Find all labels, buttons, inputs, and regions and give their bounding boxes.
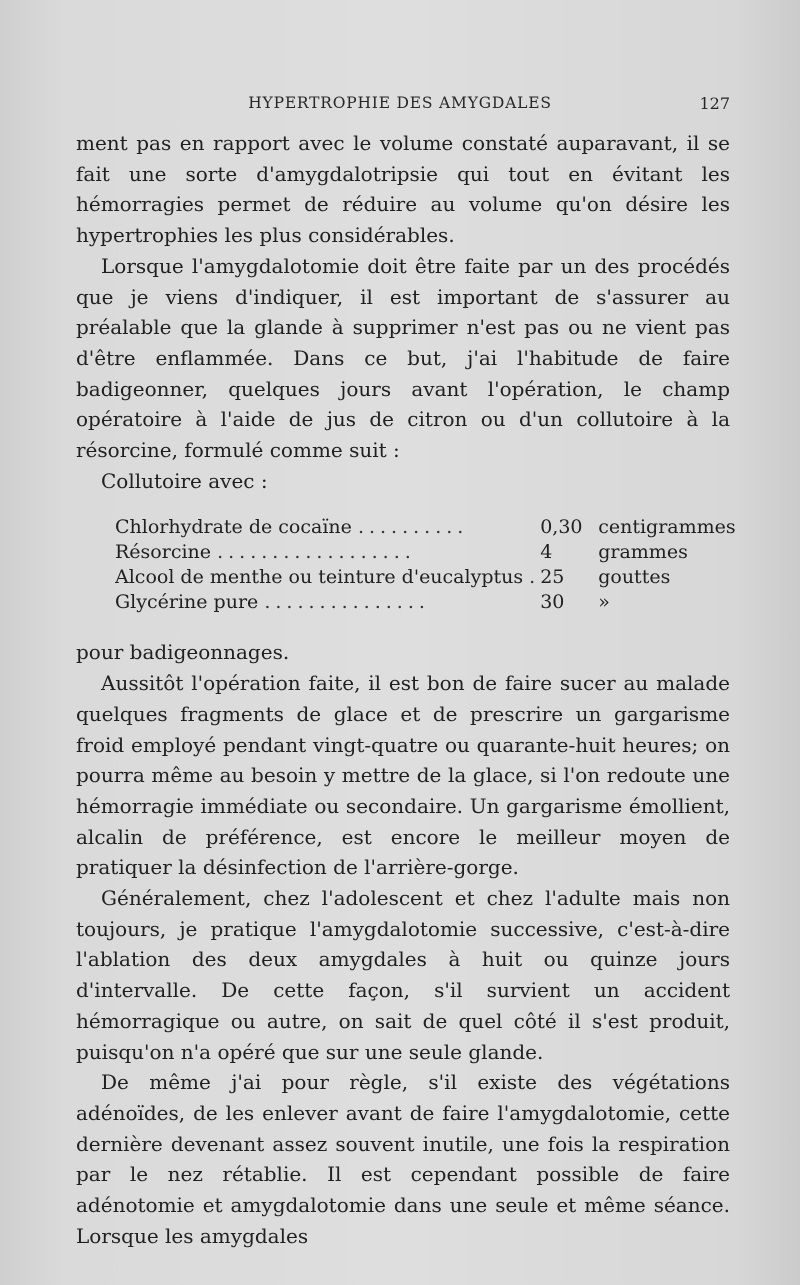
formula-row [115,515,736,540]
paragraph-preparation: Lorsque l'amygdalotomie doit être faite par un des procédés que je viens d'indiquer, il est important de s'assurer au préalable que la glande à supprimer n'est pas ou ne vient pas d'être enflammée. Dans ce but, j'ai l'habitude de faire badigeonner, quelques jours avant l'opération, le champ opératoire à l'aide de jus de citron ou d'un collutoire à la résorcine, formulé comme suit : [76,253,730,463]
dose-unit: gouttes [598,566,671,589]
dot-leader: . [529,566,541,589]
ingredient-name: Glycérine pure [115,591,259,614]
paragraph-postoperative: Aussitôt l'opération faite, il est bon de faire sucer au malade quelques fragments de glace et de prescrire un gargarisme froid employé pendant vingt-quatre ou quarante-huit heures; on pourra même au besoin y mettre de la glace, si l'on redoute une hémorragie immédiate ou secondaire. Un gargarisme émollient, alcalin de préférence, est encore le meilleur moyen de pratiquer la désinfection de l'arrière-gorge. [76,671,730,880]
ingredient-name: Alcool de menthe ou teinture d'eucalyptus [115,566,524,589]
formula-ingredient-cell [115,565,540,590]
ingredient-name: Chlorhydrate de cocaïne [115,516,352,539]
dose-unit: grammes [598,541,688,564]
formula-row [115,590,736,615]
formula-label: Collutoire avec : [101,468,268,493]
formula-ingredient-cell [115,515,540,540]
formula-ingredient-cell [115,540,540,565]
dot-leader: .................. [217,541,416,564]
dose-amount: 0,30 [540,516,583,539]
dot-leader: ............... [264,591,430,614]
paragraph-adenoids: De même j'ai pour règle, s'il existe des végétations adénoïdes, de les enlever avant de faire l'amygdalotomie, cette dernière devenant assez souvent inutile, une fois la respiration par le nez rétablie. Il est cependant possible de faire adénotomie et amygdalotomie dans une seule et même séance. Lorsque les amygdales [76,1070,730,1248]
ingredient-name: Résorcine [115,541,212,564]
dose-amount: 25 [540,566,565,589]
dose-unit: centigrammes [598,516,736,539]
formula-dose-cell [540,515,735,540]
dose-amount: 30 [540,591,565,614]
running-head [0,94,800,118]
formula-row [115,565,736,590]
dot-leader: .......... [357,516,469,539]
page-number: 127 [699,94,730,113]
dose-unit: » [598,591,610,614]
formula-dose-cell [540,590,735,615]
paragraph-continuation: ment pas en rapport avec le volume constaté auparavant, il se fait une sorte d'amygdalotripsie qui tout en évitant les hémorragies permet de réduire au volume qu'on désire les hypertrophies les plus considérables. [76,131,730,248]
formula-dose-cell [540,540,735,565]
dose-amount: 4 [540,541,553,564]
paragraph-badigeonnages: pour badigeonnages. [76,640,290,665]
paragraph-successive-operation: Généralement, chez l'adolescent et chez l'adulte mais non toujours, je pratique l'amygdalotomie successive, c'est-à-dire l'ablation des deux amygdales à huit ou quinze jours d'intervalle. De cette façon, s'il survient un accident hémorragique ou autre, on sait de quel côté il s'est produit, puisqu'on n'a opéré que sur une seule glande. [76,886,730,1064]
running-title: HYPERTROPHIE DES AMYGDALES [248,94,552,112]
formula-table [115,515,736,615]
formula-ingredient-cell [115,590,540,615]
formula-row [115,540,736,565]
formula-dose-cell [540,565,735,590]
body-text [76,128,736,1252]
